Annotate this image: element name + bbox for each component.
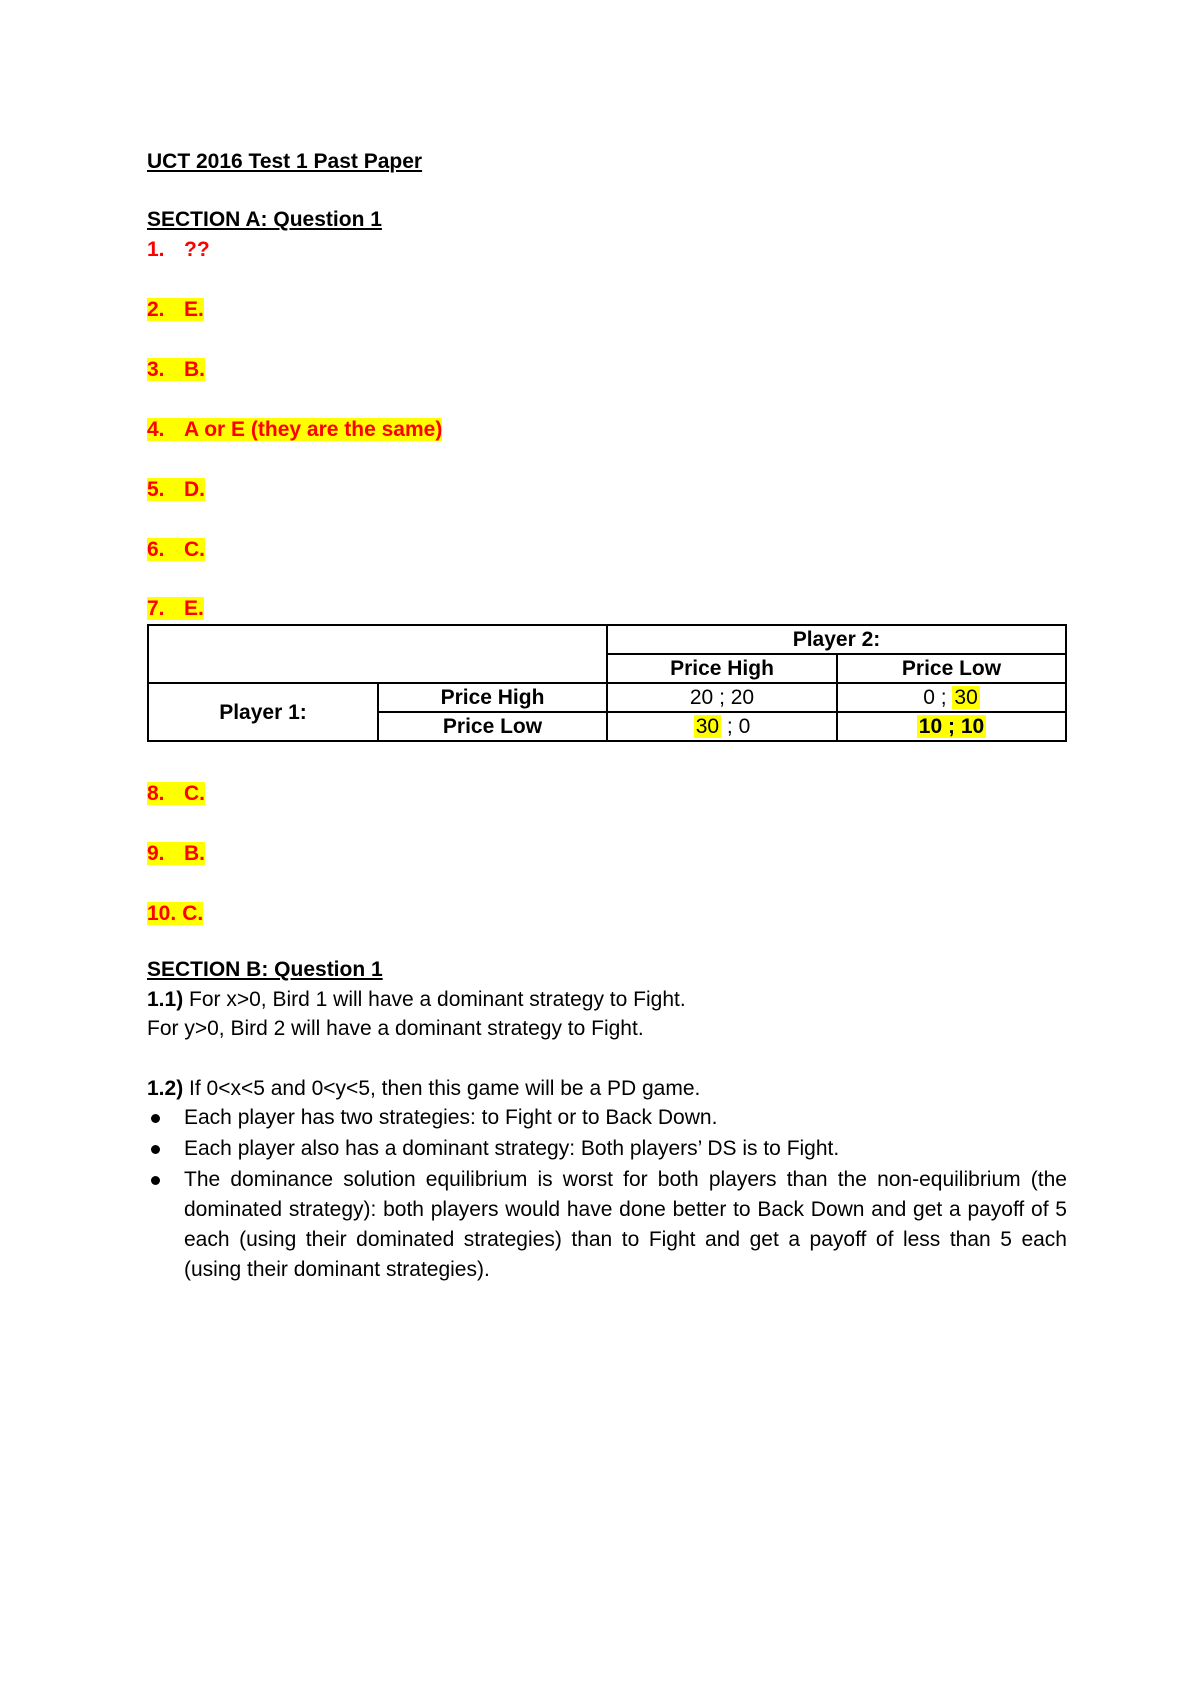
answer-number: 2. [147,298,165,321]
table-row [148,625,1066,654]
part-label: 1.2) [147,1077,184,1100]
answer-value: C. [182,902,204,925]
payoff-cell-high-low [837,683,1066,712]
answer-number: 3. [147,358,165,381]
col-header-price-low: Price Low [837,654,1066,683]
table-row [148,683,1066,712]
answer-value: A or E (they are the same) [184,418,443,441]
payoff-equilibrium-highlighted: 10 ; 10 [918,715,985,738]
answer-value: C. [184,538,205,561]
answer-number: 9. [147,842,165,865]
payoff-cell-low-high [607,712,837,741]
payoff-left: 0 [923,686,935,709]
answer-number: 4. [147,418,165,441]
answer-value: ?? [184,238,210,261]
section-a-heading: SECTION A: Question 1 [147,208,382,231]
payoff-left-highlighted: 30 [695,715,720,738]
answer-value: C. [184,782,205,805]
document-title: UCT 2016 Test 1 Past Paper [147,150,423,173]
bullet-icon [151,1145,160,1154]
payoff-right: 0 [738,715,751,738]
answer-number: 5. [147,478,165,501]
answer-1-1-line-2: For y>0, Bird 2 will have a dominant strategy to Fight. [147,1017,644,1040]
bullet-icon [151,1114,160,1123]
answer-3 [147,358,205,382]
answer-number: 7. [147,597,165,620]
answer-8 [147,782,205,806]
payoff-separator: ; [713,686,731,709]
list-item-text: Each player has two strategies: to Fight or to Back Down. [184,1106,718,1129]
part-text: For x>0, Bird 1 will have a dominant strategy to Fight. [183,988,686,1011]
list-item-text: The dominance solution equilibrium is worst for both players than the non-equilibrium (the dominated strategy): both players would have done better to Back Down and get a payoff of 5 each (using their dominated strategies) than to Fight and get a payoff of less than 5 each (using their dominant strategies). [184,1168,1067,1281]
payoff-separator: ; [934,686,953,709]
answer-number: 6. [147,538,165,561]
answer-value: E. [184,597,204,620]
answer-10 [147,902,203,926]
payoff-separator: ; [721,715,739,738]
list-item [147,1134,1067,1164]
bullet-icon [151,1176,160,1185]
answer-number: 10. [147,902,177,925]
answer-6 [147,538,205,562]
answer-9 [147,842,205,866]
answer-number: 8. [147,782,165,805]
payoff-right-highlighted: 30 [954,686,978,709]
payoff-cell-low-low [837,712,1066,741]
answer-number: 1. [147,238,165,261]
answer-1-2-line [147,1077,700,1101]
answer-4 [147,418,442,442]
bullet-list [147,1103,1067,1286]
part-text: If 0<x<5 and 0<y<5, then this game will be a PD game. [183,1077,701,1100]
col-header-price-high: Price High [607,654,837,683]
player2-header: Player 2: [607,625,1066,654]
answer-7 [147,597,204,621]
answer-2 [147,298,204,322]
list-item [147,1165,1067,1285]
payoff-cell-high-high [607,683,837,712]
list-item-text: Each player also has a dominant strategy: Both players’ DS is to Fight. [184,1137,840,1160]
player1-header: Player 1: [148,683,378,741]
row-header-price-high: Price High [378,683,607,712]
list-item [147,1103,1067,1133]
answer-value: E. [184,298,204,321]
empty-corner-cell [148,625,607,683]
part-label: 1.1) [147,988,184,1011]
payoff-left: 20 [689,686,714,709]
answer-1 [147,238,210,262]
answer-value: B. [184,842,205,865]
section-b-heading: SECTION B: Question 1 [147,958,383,981]
payoff-matrix [147,624,1067,742]
answer-1-1-line-1 [147,988,686,1012]
row-header-price-low: Price Low [378,712,607,741]
payoff-right: 20 [730,686,755,709]
answer-value: B. [184,358,205,381]
answer-5 [147,478,205,502]
answer-value: D. [184,478,205,501]
